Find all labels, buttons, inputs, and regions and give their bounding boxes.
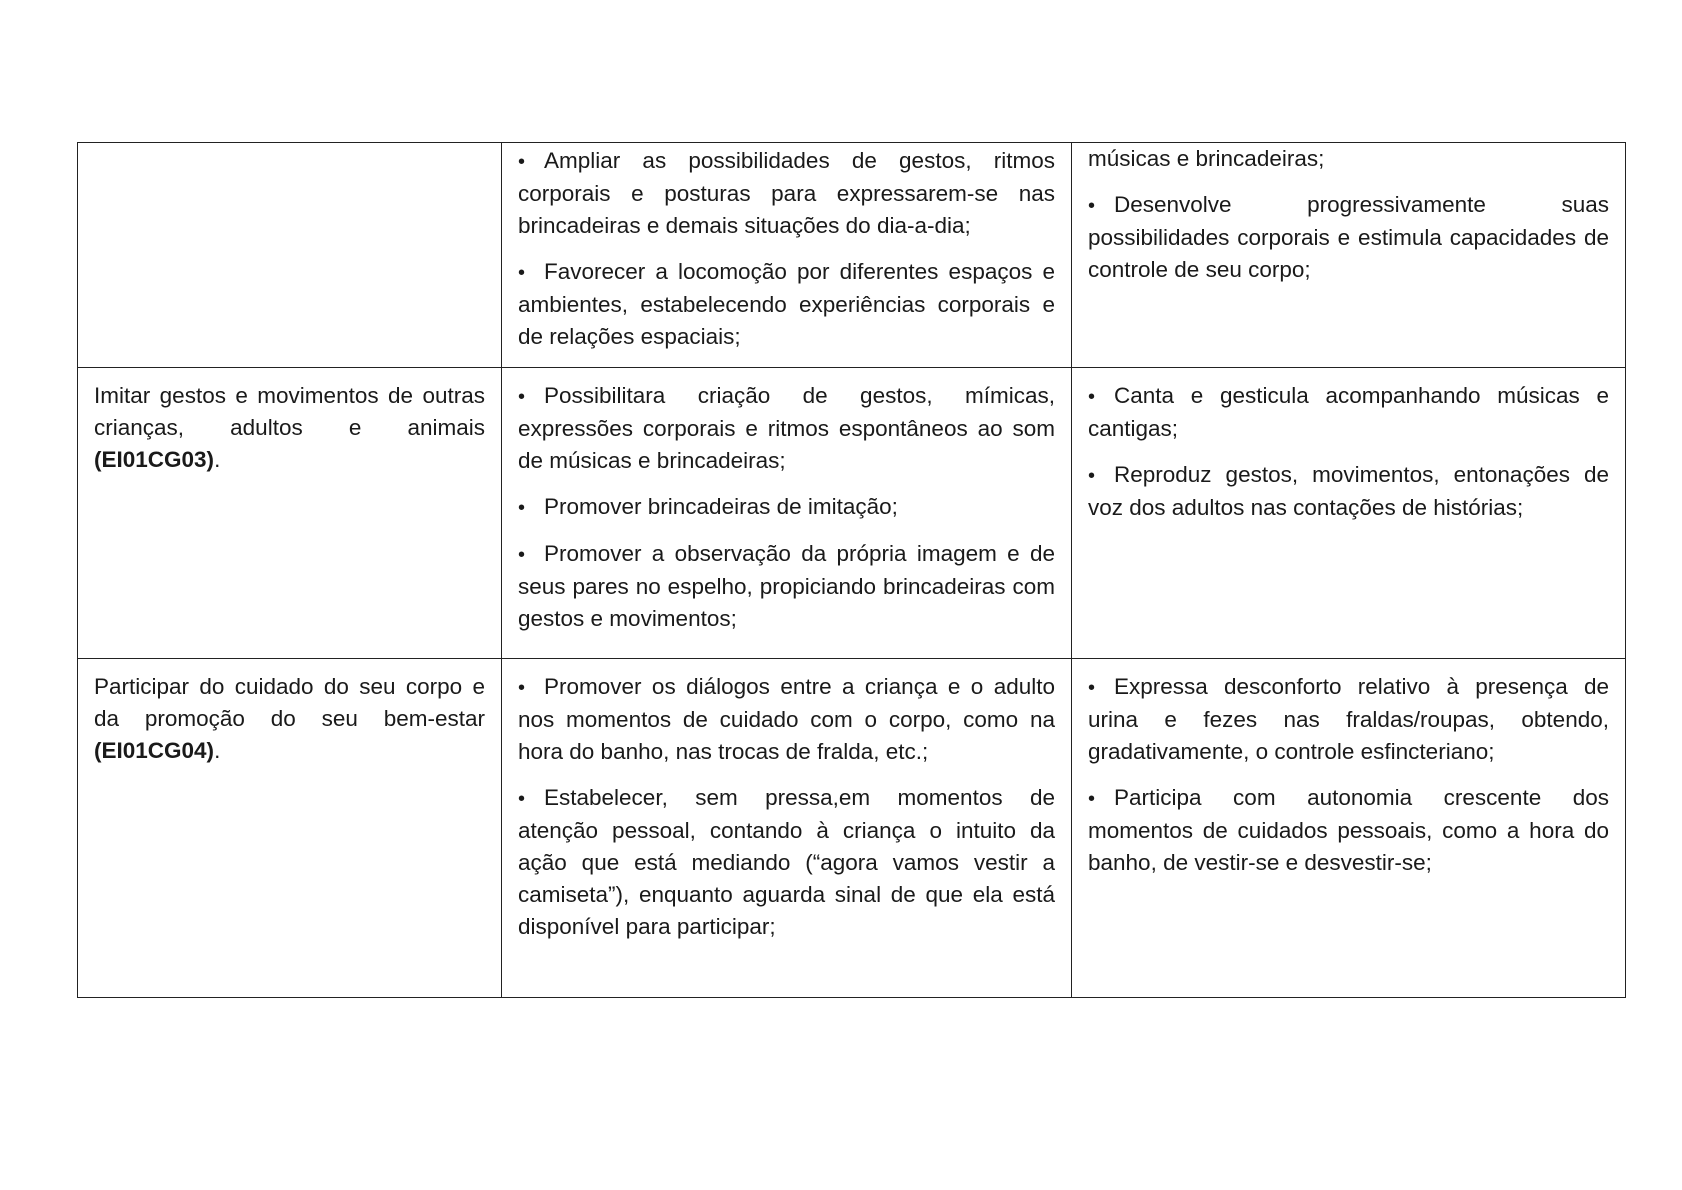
objective-text: Participar do cuidado do seu corpo e da promoção do seu bem-estar (EI01CG04). xyxy=(94,674,485,763)
table-row xyxy=(78,143,1626,368)
bullet-icon: • xyxy=(518,677,526,699)
bullet-icon: • xyxy=(518,497,526,519)
list-item: • Canta e gesticula acompanhando músicas e cantigas; xyxy=(1088,383,1609,441)
objective-code: (EI01CG04) xyxy=(94,738,215,763)
list-item: • Promover os diálogos entre a criança e o adulto nos momentos de cuidado com o corpo, como na hora do banho, nas trocas de fralda, etc.; xyxy=(518,674,1055,764)
bullet-icon: • xyxy=(518,788,526,810)
table-row xyxy=(78,659,1626,998)
list-item: • Reproduz gestos, movimentos, entonações de voz dos adultos nas contações de histórias; xyxy=(1088,462,1609,520)
strategies-cell xyxy=(502,143,1072,368)
strategies-cell xyxy=(502,659,1072,998)
bullet-icon: • xyxy=(1088,677,1096,699)
list-item: • Promover brincadeiras de imitação; xyxy=(518,491,1055,524)
bullet-icon: • xyxy=(1088,195,1096,217)
bullet-icon: • xyxy=(518,544,526,566)
list-item: • Ampliar as possibilidades de gestos, ritmos corporais e posturas para expressarem-se nas brincadeiras e demais situações do dia-a-dia; xyxy=(518,148,1055,238)
curriculum-table xyxy=(77,142,1626,998)
bullet-icon: • xyxy=(1088,465,1096,487)
objective-code: (EI01CG03) xyxy=(94,447,215,472)
objective-text: Imitar gestos e movimentos de outras crianças, adultos e animais (EI01CG03). xyxy=(94,383,485,472)
strategies-cell xyxy=(502,368,1072,659)
bullet-icon: • xyxy=(518,386,526,408)
list-item: • Desenvolve progressivamente suas possibilidades corporais e estimula capacidades de controle de seu corpo; xyxy=(1088,192,1609,282)
table-row xyxy=(78,368,1626,659)
objective-cell xyxy=(78,143,502,368)
bullet-icon: • xyxy=(1088,386,1096,408)
list-item: • Favorecer a locomoção por diferentes espaços e ambientes, estabelecendo experiências corporais e de relações espaciais; xyxy=(518,259,1055,349)
objective-cell xyxy=(78,368,502,659)
bullet-icon: • xyxy=(518,262,526,284)
list-item: • Participa com autonomia crescente dos momentos de cuidados pessoais, como a hora do banho, de vestir-se e desvestir-se; xyxy=(1088,785,1609,875)
bullet-icon: • xyxy=(1088,788,1096,810)
continuation-text: músicas e brincadeiras; xyxy=(1088,146,1325,171)
list-item: • Estabelecer, sem pressa,em momentos de atenção pessoal, contando à criança o intuito da ação que está mediando (“agora vamos vestir a camiseta”), enquanto aguarda sinal de que ela está disponível para participar; xyxy=(518,785,1055,939)
outcomes-cell xyxy=(1072,368,1626,659)
bullet-icon: • xyxy=(518,151,526,173)
list-item: • Promover a observação da própria imagem e de seus pares no espelho, propiciando brincadeiras com gestos e movimentos; xyxy=(518,541,1055,631)
objective-cell xyxy=(78,659,502,998)
list-item: • Possibilitara criação de gestos, mímicas, expressões corporais e ritmos espontâneos ao som de músicas e brincadeiras; xyxy=(518,383,1055,473)
outcomes-cell xyxy=(1072,659,1626,998)
outcomes-cell xyxy=(1072,143,1626,368)
list-item: • Expressa desconforto relativo à presença de urina e fezes nas fraldas/roupas, obtendo, gradativamente, o controle esfincteriano; xyxy=(1088,674,1609,764)
